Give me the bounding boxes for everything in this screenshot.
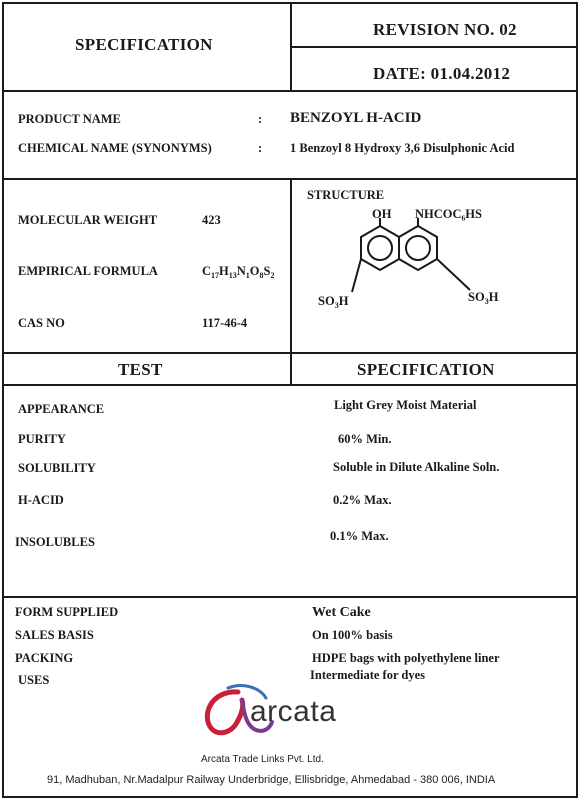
test-row-h-acid: H-ACID	[18, 493, 64, 507]
revision-number: REVISION NO. 02	[373, 20, 517, 39]
molecular-weight-value: 423	[202, 213, 221, 227]
product-name-value: BENZOYL H-ACID	[290, 110, 422, 126]
product-name-label: PRODUCT NAME	[18, 112, 121, 126]
structure-so3h-left: $SO_3H$	[318, 294, 349, 310]
test-row-appearance: APPEARANCE	[18, 402, 105, 416]
structure-title: STRUCTURE	[307, 188, 385, 202]
properties-divider	[290, 178, 292, 354]
company-address: 91, Madhuban, Nr.Madalpur Railway Underbridge, Ellisbridge, Ahmedabad - 380 006, INDIA	[47, 774, 496, 786]
chemical-name-sep: :	[258, 141, 263, 155]
cas-number-label: CAS NO	[18, 316, 65, 330]
structure-so3h-right: $SO_3H$	[468, 290, 499, 306]
arcata-logo-text: arcata	[250, 695, 337, 728]
empirical-formula-value: $C_{17}H_{13}N_1O_8S_2$	[202, 264, 275, 280]
tests-bottom-line	[2, 596, 578, 598]
product-name-sep: :	[258, 112, 263, 126]
molecular-weight-label: MOLECULAR WEIGHT	[18, 213, 158, 227]
spec-row-h-acid: 0.2% Max.	[333, 493, 392, 507]
empirical-formula-label: EMPIRICAL FORMULA	[18, 264, 158, 278]
packing-value: HDPE bags with polyethylene liner	[312, 651, 500, 665]
test-column-header: TEST	[118, 360, 163, 379]
sales-basis-label: SALES BASIS	[15, 628, 94, 642]
form-supplied-value: Wet Cake	[312, 605, 371, 620]
spec-row-appearance: Light Grey Moist Material	[334, 398, 477, 412]
revision-date: DATE: 01.04.2012	[373, 64, 511, 83]
chemical-name-label: CHEMICAL NAME (SYNONYMS)	[18, 141, 212, 155]
test-row-solubility: SOLUBILITY	[18, 461, 96, 475]
test-row-purity: PURITY	[18, 432, 66, 446]
spec-row-solubility: Soluble in Dilute Alkaline Soln.	[333, 460, 500, 474]
spec-row-purity: 60% Min.	[338, 432, 392, 446]
header-bottom-line	[2, 90, 578, 92]
structure-oh-label: OH	[372, 207, 392, 221]
header-rev-divider	[290, 46, 578, 48]
spec-row-insolubles: 0.1% Max.	[330, 529, 389, 543]
packing-label: PACKING	[15, 651, 74, 665]
uses-value: Intermediate for dyes	[310, 668, 426, 682]
test-header-line	[2, 384, 578, 386]
company-name: Arcata Trade Links Pvt. Ltd.	[201, 754, 324, 765]
structure-nhcoc-label: NHCOC₆HS	[415, 207, 482, 221]
test-row-insolubles: INSOLUBLES	[15, 535, 95, 549]
test-divider	[290, 352, 292, 384]
form-supplied-label: FORM SUPPLIED	[15, 605, 119, 619]
uses-label: USES	[18, 673, 50, 687]
sales-basis-value: On 100% basis	[312, 628, 393, 642]
spec-title: SPECIFICATION	[75, 35, 213, 54]
chemical-name-value: 1 Benzoyl 8 Hydroxy 3,6 Disulphonic Acid	[290, 141, 515, 155]
spec-column-header: SPECIFICATION	[357, 360, 495, 379]
cas-number-value: 117-46-4	[202, 316, 248, 330]
